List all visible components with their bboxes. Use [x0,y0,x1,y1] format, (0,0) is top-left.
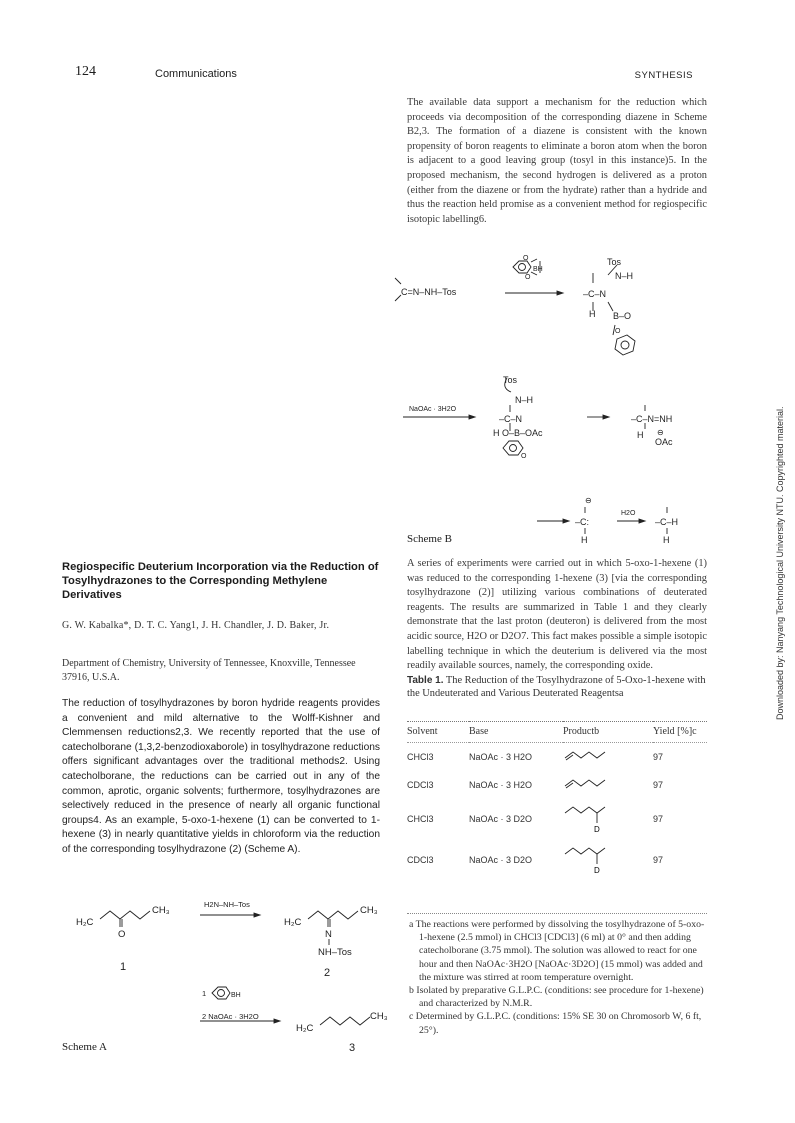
table-caption-label: Table 1. [407,675,444,686]
side-download-note [763,370,783,720]
svg-text:H: H [581,535,588,545]
side-note-text: Downloaded by: Nanyang Technological University NTU. Copyrighted material. [775,406,785,720]
svg-text:BH: BH [533,266,543,273]
scheme-b-product-end: –C–H [655,517,679,527]
scheme-b-figure [395,245,725,545]
svg-text:N–H: N–H [515,395,534,405]
table-header: Solvent [407,722,469,743]
product-structure [563,799,653,839]
svg-text:CH₃: CH₃ [152,905,170,916]
scheme-a-reagent-1: H2N–NH–Tos [204,900,250,909]
svg-text:Tos: Tos [503,375,518,385]
svg-text:H: H [663,535,670,545]
journal-name: SYNTHESIS [634,70,693,81]
compound-3-label: 3 [349,1042,356,1054]
scheme-b-reagent-1: NaOAc · 3H2O [409,406,457,413]
footnote-a: a The reactions were performed by dissolving the tosylhydrazone of 5-oxo-1-hexene (2.5 mmol) in CHCl3 [CDCl3] (6 ml) at 0° and then adding catecholborane (3.75 mmol). The solution was allowed to react for one hour and then NaOAc·3H2O [NaOAc·3D2O] (15 mmol) was added and the mixture was stirred at room temperature overnight. [409,919,705,983]
scheme-b-label: Scheme B [407,533,452,545]
svg-text:H₂C: H₂C [284,917,302,928]
svg-text:H: H [589,309,596,319]
table-header: Productb [563,722,653,743]
section-name: Communications [155,68,237,80]
footnote-c: c Determined by G.L.P.C. (conditions: 15% SE 30 on Chromosorb W, 6 ft, 25°). [409,1011,702,1036]
svg-text:N: N [325,929,332,940]
svg-text:–C–N: –C–N [583,289,607,299]
yield-cell: 97 [653,780,664,790]
svg-text:–C–N=NH: –C–N=NH [631,414,673,424]
mechanism-paragraph: The available data support a mechanism for the reduction which proceeds via decomposition of the corresponding diazene in Scheme B2,3. The formation of a diazene is consistent with the known propensity of boron reagents to eliminate a boron atom when the boron is adjacent to a good leaving group (tosyl in this instance)5. In the proposed mechanism, the second hydrogen is delivered as a proton (either from the diazene or from the hydrate) rather than a hydride and thus the reaction held promise as a convenient method for regiospecific isotopic labelling6. [407,97,707,225]
deuterium-label: D [594,866,600,875]
intro-paragraph: The reduction of tosylhydrazones by boron hydride reagents provides a convenient and mild alternative to the Wolff-Kishner and Clemmensen reductions2,3. We recently reported that the use of catecholborane (1,3,2-benzodioxaborole) in tosylhydrazone reductions offers significant advantages over the traditional methods2. Using catecholborane, the reductions can be carried out in any of the common, aprotic, organic solvents; furthermore, tosylhydrazones are selectively reduced in the presence of nearly all organic functional groups4. As an example, 5-oxo-1-hexene (1) can be converted to 1-hexene (3) in nearly quantitative yields in chloroform via the reduction of the corresponding tosylhydrazone (2) (Scheme A). [62,698,380,855]
yield-cell: 97 [653,855,664,865]
svg-text:⊖: ⊖ [585,496,592,505]
svg-text:–C–N: –C–N [499,414,523,424]
results-paragraph: A series of experiments were carried out in which 5-oxo-1-hexene (1) was reduced to the corresponding 1-hexene (3) [via the corresponding tosylhydrazone (2)] utilizing various combinations of deuterated reagents. The results are summarized in Table 1 and they clearly demonstrate that the last proton (deuteron) is delivered from the most acidic source, H2O or D2O7. This fact makes possible a simple isotopic labelling technique in which the deuterium is delivered via the most readily available sources, namely, the corresponding oxide. [407,558,707,672]
scheme-a-label: Scheme A [62,1041,107,1053]
table-row [407,771,707,799]
svg-text:⊖: ⊖ [657,428,664,437]
yield-cell: 97 [653,752,664,762]
product-structure [563,839,653,881]
scheme-a-step-1: 1 [202,989,207,998]
solvent-cell: CHCl3 [407,814,434,824]
base-cell: NaOAc · 3 D2O [469,814,533,824]
solvent-cell: CHCl3 [407,752,434,762]
svg-text:CH₃: CH₃ [370,1011,388,1022]
nh-tos-label: NH–Tos [318,947,352,958]
page-number: 124 [75,64,96,79]
svg-text:O: O [118,929,126,940]
svg-text:N–H: N–H [615,271,634,281]
table-row [407,799,707,839]
compound-1-label: 1 [120,961,127,973]
solvent-cell: CDCl3 [407,855,434,865]
svg-text:H O–B–OAc: H O–B–OAc [493,428,543,438]
scheme-b-reagent-2: H2O [621,510,636,517]
table-header: Yield [%]c [653,722,707,743]
svg-text:O: O [525,274,531,281]
svg-text:H₂C: H₂C [296,1023,314,1034]
svg-text:Tos: Tos [607,257,622,267]
table-header: Base [469,722,563,743]
table-header-row [407,722,707,743]
article-affiliation: Department of Chemistry, University of Tennessee, Knoxville, Tennessee 37916, U.S.A. [62,658,356,683]
yield-cell: 97 [653,814,664,824]
solvent-cell: CDCl3 [407,780,434,790]
article-authors: G. W. Kabalka*, D. T. C. Yang1, J. H. Chandler, J. D. Baker, Jr. [62,620,330,631]
svg-text:H₂C: H₂C [76,917,94,928]
svg-text:O: O [521,453,527,460]
svg-text:CH₃: CH₃ [360,905,378,916]
scheme-a-step-2: 2 NaOAc · 3H2O [202,1012,259,1021]
svg-text:BH: BH [231,992,241,999]
svg-text:–C:: –C: [575,517,590,527]
product-structure [563,743,653,772]
svg-text:O: O [523,255,529,262]
svg-text:O: O [615,328,621,335]
base-cell: NaOAc · 3 H2O [469,752,533,762]
hydrazone-label: C=N–NH–Tos [401,287,457,297]
article-title: Regiospecific Deuterium Incorporation via the Reduction of Tosylhydrazones to the Corresponding Methylene Derivatives [62,561,379,601]
product-structure [563,771,653,799]
table-rule [407,913,707,914]
table-footnotes [407,918,707,1037]
svg-text:B–O: B–O [613,311,632,321]
svg-text:H: H [637,430,644,440]
svg-text:OAc: OAc [655,437,673,447]
base-cell: NaOAc · 3 D2O [469,855,533,865]
base-cell: NaOAc · 3 H2O [469,780,533,790]
compound-2-label: 2 [324,967,331,979]
deuterium-label: D [594,825,600,834]
results-table [407,721,707,881]
table-caption-text: The Reduction of the Tosylhydrazone of 5-Oxo-1-hexene with the Undeuterated and Various Deuterated Reagentsa [407,675,706,699]
table-row [407,743,707,772]
table-caption [407,674,707,700]
table-row [407,839,707,881]
footnote-b: b Isolated by preparative G.L.P.C. (conditions: see procedure for 1-hexene) and characterized by N.M.R. [409,985,704,1010]
